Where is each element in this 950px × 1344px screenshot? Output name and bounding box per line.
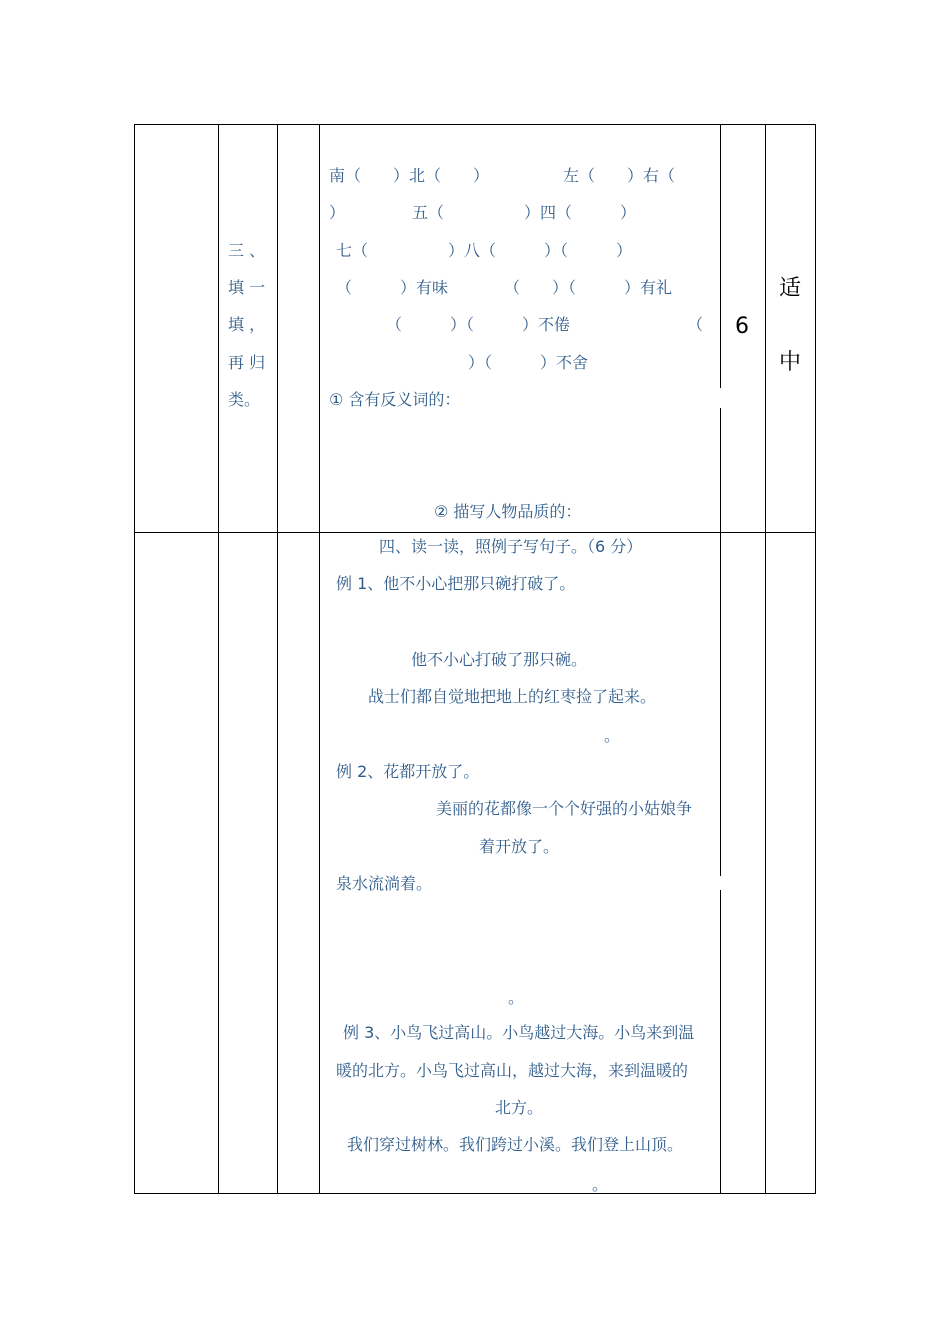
example-line: 例 3、小鸟飞过高山。小鸟越过大海。小鸟来到温	[343, 1023, 695, 1042]
example-line: 着开放了。	[479, 837, 560, 856]
answer-end-mark: 。	[508, 988, 525, 1007]
section3-heading-line: 三 、	[228, 241, 266, 260]
example-line: 例 1、他不小心把那只碗打破了。	[336, 574, 576, 593]
column-divider	[720, 124, 721, 1194]
border-gap	[719, 876, 722, 890]
difficulty-char: 中	[779, 350, 802, 375]
fill-blank-line: （ ）（ ）不倦	[386, 315, 571, 334]
table-left-border	[134, 124, 135, 1194]
exercise-line: 泉水流淌着。	[336, 874, 433, 893]
answer-end-mark: 。	[592, 1175, 609, 1194]
example-line: 北方。	[495, 1098, 544, 1117]
border-gap	[719, 388, 722, 408]
fill-blank-line: ）	[329, 203, 346, 222]
exercise-line: 我们穿过树林。我们跨过小溪。我们登上山顶。	[347, 1135, 684, 1154]
row-divider	[134, 532, 816, 533]
fill-blank-line: 七（ ）八（ ）（ ）	[336, 241, 633, 260]
table-right-border	[815, 124, 816, 1194]
fill-blank-line: （	[687, 315, 704, 334]
answer-prompt-antonyms: ① 含有反义词的：	[329, 390, 461, 409]
fill-blank-line: 南（ ）北（ ）	[329, 166, 490, 185]
exercise-line: 战士们都自觉地把地上的红枣捡了起来。	[368, 687, 657, 706]
answer-end-mark: 。	[604, 726, 621, 745]
example-line: 美丽的花都像一个个好强的小姑娘争	[436, 799, 693, 818]
column-divider	[319, 124, 320, 1194]
table-bottom-border	[134, 1193, 816, 1194]
answer-prompt-character: ② 描写人物品质的：	[434, 502, 582, 521]
column-divider	[765, 124, 766, 1194]
score-value: 6	[735, 314, 749, 339]
fill-blank-line: 五（ ）四（ ）	[412, 203, 637, 222]
example-line: 例 2、花都开放了。	[336, 762, 480, 781]
fill-blank-line: （ ）（ ）有礼	[504, 278, 673, 297]
section4-title: 四、读一读，照例子写句子。（6 分）	[379, 537, 643, 556]
section3-heading-line: 再 归	[228, 353, 266, 372]
fill-blank-line: 左（ ）右（	[563, 166, 676, 185]
column-divider	[277, 124, 278, 1194]
fill-blank-line: （ ）有味	[336, 278, 449, 297]
table-top-border	[134, 124, 816, 125]
column-divider	[218, 124, 219, 1194]
section3-heading-line: 填 一	[228, 278, 266, 297]
section3-heading-line: 类。	[228, 390, 261, 409]
fill-blank-line: ）（ ）不舍	[468, 353, 589, 372]
example-line: 暖的北方。小鸟飞过高山，越过大海，来到温暖的	[336, 1061, 689, 1080]
example-line: 他不小心打破了那只碗。	[411, 650, 588, 669]
section3-heading-line: 填 ，	[228, 315, 266, 334]
difficulty-char: 适	[779, 276, 802, 301]
